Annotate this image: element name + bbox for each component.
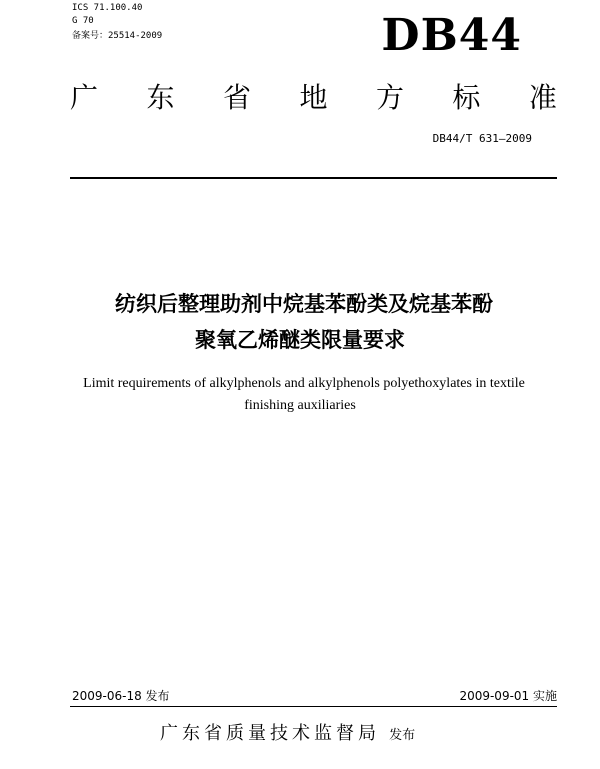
standard-type-heading [70, 78, 557, 118]
standard-type-char: 广 [70, 81, 99, 114]
header-divider [70, 177, 557, 179]
standard-number: DB44/T 631—2009 [432, 132, 532, 145]
title-english-line-2: finishing auxiliaries [244, 398, 356, 413]
standard-type-char: 准 [528, 81, 557, 114]
standard-type-char: 标 [452, 81, 481, 114]
ics-number: ICS 71.100.40 [72, 3, 143, 13]
standard-type-char: 地 [299, 81, 328, 114]
standard-type-char: 东 [146, 81, 175, 114]
standard-type-char: 省 [222, 81, 251, 114]
issuer [160, 720, 415, 750]
issuer-name: 广东省质量技术监督局 [160, 723, 380, 744]
standard-code-logo: DB44 [381, 10, 522, 61]
issue-date: 2009-06-18 发布 [72, 689, 170, 703]
record-number: 备案号：25514-2009 [72, 31, 163, 41]
footer-divider [70, 706, 557, 707]
standard-type-char: 方 [375, 81, 404, 114]
implementation-date: 2009-09-01 实施 [459, 689, 557, 703]
classification-code: G 70 [72, 16, 94, 26]
title-english-line-1: Limit requirements of alkylphenols and alkylphenols polyethoxylates in textile [83, 376, 525, 391]
title-chinese-line-2: 聚氧乙烯醚类限量要求 [195, 328, 405, 352]
title-chinese-line-1: 纺织后整理助剂中烷基苯酚类及烷基苯酚 [115, 292, 493, 316]
issuer-suffix: 发布 [389, 728, 416, 743]
